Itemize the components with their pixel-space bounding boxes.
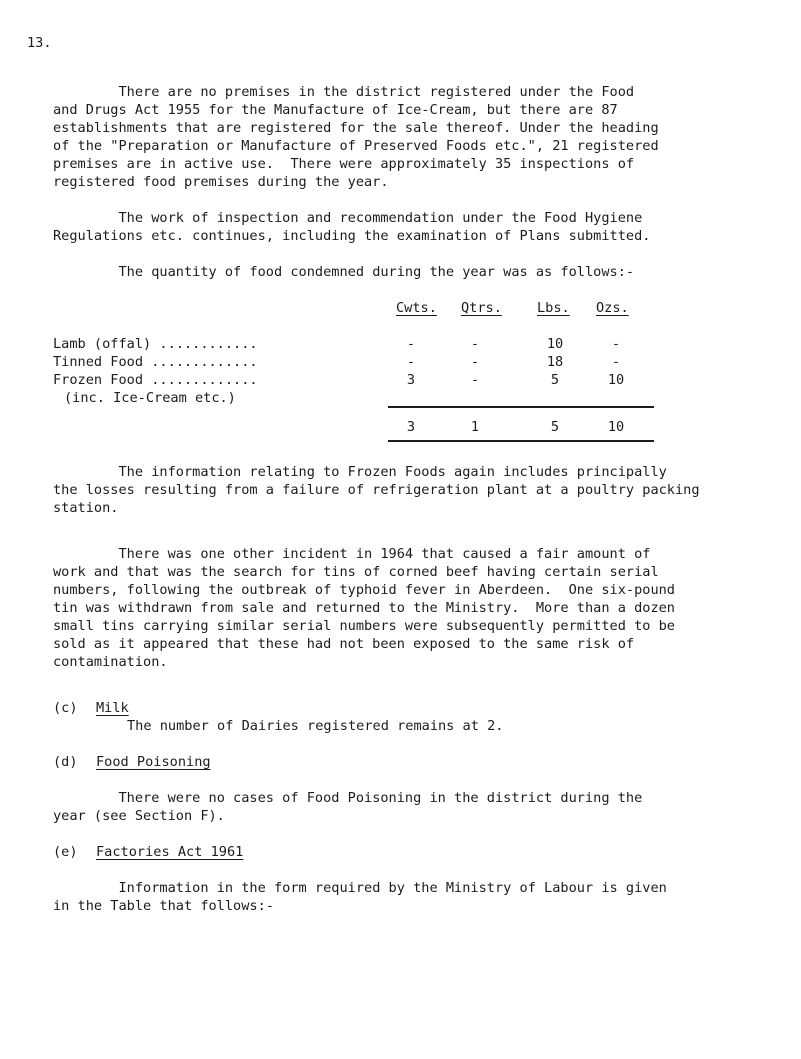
paragraph-corned-beef-incident: There was one other incident in 1964 that caused a fair amount of work and that was the search for tins of corned beef having certain serial numbers, following the outbreak of typhoid fever in Aberdeen. One six-pound tin was withdrawn from sale and returned to the Ministry. More than a dozen small tins carrying similar serial numbers were subsequently permitted to be sold as it appeared that these had not been exposed to the same risk of contamination. xyxy=(53,546,675,670)
cell-cwts: 3 xyxy=(406,372,416,388)
section-marker-c: (c) xyxy=(53,700,78,716)
total-ozs: 10 xyxy=(607,419,625,435)
cell-lbs: 18 xyxy=(546,354,564,370)
cell-lbs: 10 xyxy=(546,336,564,352)
section-heading-factories-act: Factories Act 1961 xyxy=(96,844,244,860)
cell-qtrs: - xyxy=(470,372,480,388)
cell-qtrs: - xyxy=(470,354,480,370)
section-marker-d: (d) xyxy=(53,754,78,770)
paragraph-ice-cream: There are no premises in the district registered under the Food and Drugs Act 1955 for the Manufacture of Ice-Cream, but there are 87 establishments that are registered for the sale thereof. Under the heading of the "Preparation or Manufacture of Preserved Foods etc.", 21 registered premises are in active use. There were approximately 35 inspections of registered food premises during the year. xyxy=(53,84,659,190)
header-ozs: Ozs. xyxy=(596,300,629,316)
section-text-food-poisoning: There were no cases of Food Poisoning in the district during the year (see Section F). xyxy=(53,790,643,824)
header-cwts: Cwts. xyxy=(396,300,437,316)
header-lbs: Lbs. xyxy=(537,300,570,316)
cell-lbs: 5 xyxy=(550,372,560,388)
row-label-frozen-food: Frozen Food ............. xyxy=(53,372,258,388)
section-text-factories-act: Information in the form required by the Ministry of Labour is given in the Table that follows:- xyxy=(53,880,667,914)
paragraph-frozen-foods: The information relating to Frozen Foods again includes principally the losses resulting from a failure of refrigeration plant at a poultry packing station. xyxy=(53,464,700,516)
section-marker-e: (e) xyxy=(53,844,78,860)
section-heading-milk: Milk xyxy=(96,700,129,716)
page-number: 13. xyxy=(27,35,52,51)
total-rule-top xyxy=(388,406,654,408)
cell-cwts: - xyxy=(406,336,416,352)
row-label-frozen-food-note: (inc. Ice-Cream etc.) xyxy=(64,390,236,406)
total-rule-bottom xyxy=(388,440,654,442)
cell-qtrs: - xyxy=(470,336,480,352)
total-lbs: 5 xyxy=(550,419,560,435)
section-heading-food-poisoning: Food Poisoning xyxy=(96,754,211,770)
cell-ozs: 10 xyxy=(607,372,625,388)
paragraph-food-condemned-intro: The quantity of food condemned during the year was as follows:- xyxy=(53,264,635,280)
header-qtrs: Qtrs. xyxy=(461,300,502,316)
paragraph-food-hygiene: The work of inspection and recommendation under the Food Hygiene Regulations etc. continues, including the examination of Plans submitted. xyxy=(53,210,651,244)
row-label-lamb: Lamb (offal) ............ xyxy=(53,336,258,352)
row-label-tinned-food: Tinned Food ............. xyxy=(53,354,258,370)
section-text-milk: The number of Dairies registered remains at 2. xyxy=(127,718,504,734)
cell-cwts: - xyxy=(406,354,416,370)
total-cwts: 3 xyxy=(406,419,416,435)
cell-ozs: - xyxy=(611,354,621,370)
total-qtrs: 1 xyxy=(470,419,480,435)
cell-ozs: - xyxy=(611,336,621,352)
